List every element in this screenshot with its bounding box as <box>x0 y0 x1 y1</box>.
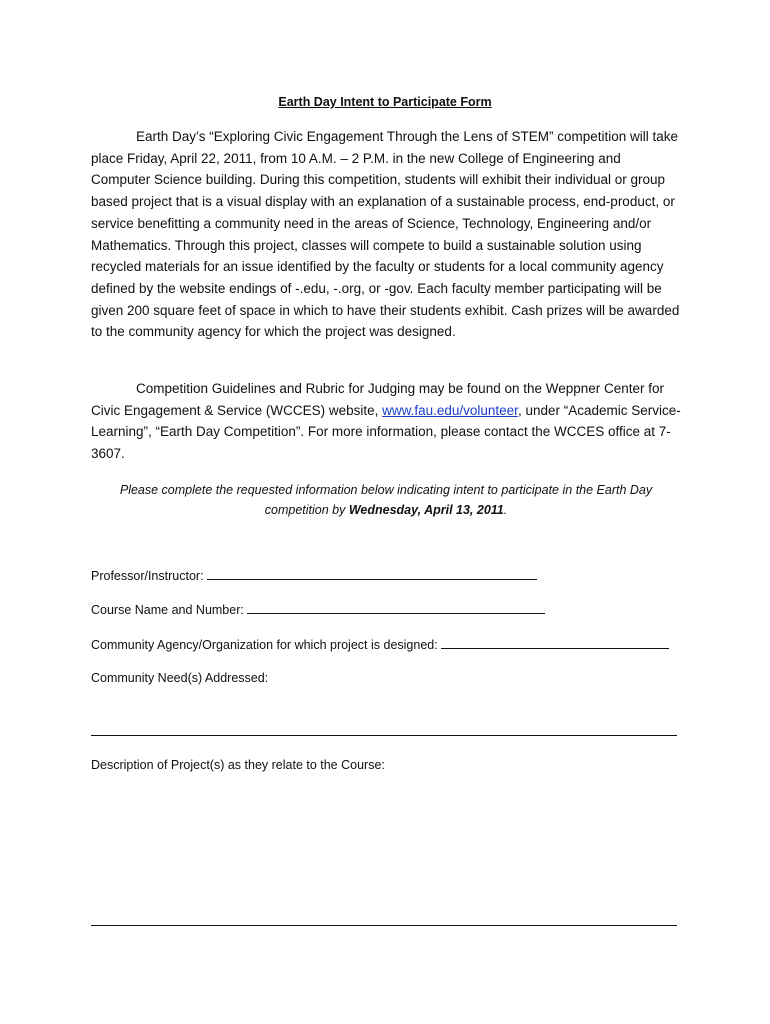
deadline-note <box>91 480 681 520</box>
intro-paragraph <box>91 126 681 343</box>
guidelines-paragraph <box>91 378 681 465</box>
deadline-note-text: Please complete the requested information below indicating intent to participate in the Earth Day competition by <box>119 483 653 517</box>
agency-field <box>91 635 669 653</box>
intro-text: Earth Day’s “Exploring Civic Engagement Through the Lens of STEM” competition will take place Friday, April 22, 2011, from 10 A.M. – 2 P.M. in the new College of Engineering and Computer Science building. During this competition, students will exhibit their individual or group based project that is a visual display with an explanation of a sustainable process, end-product, or service benefitting a community need in the areas of Science, Technology, Engineering and/or Mathematics. Through this project, classes will compete to build a sustainable solution using recycled materials for an issue identified by the faculty or students for a local community agency defined by the website endings of -.edu, -.org, or -gov. Each faculty member participating will be given 200 square feet of space in which to have their students exhibit. Cash prizes will be awarded to the community agency for which the project was designed. <box>91 129 680 340</box>
form-title: Earth Day Intent to Participate Form <box>278 95 492 109</box>
guidelines-text-end: , under “Academic Service-Learning”, “Earth Day Competition”. For more information, please contact the WCCES office at 7-3607. <box>91 402 681 462</box>
agency-label: Community Agency/Organization for which project is designed: <box>91 638 438 652</box>
course-field <box>91 600 545 618</box>
needs-field <box>91 670 268 686</box>
description-field <box>91 757 385 773</box>
volunteer-link[interactable]: www.fau.edu/volunteer <box>382 402 518 418</box>
description-label: Description of Project(s) as they relate to the Course: <box>91 758 385 772</box>
professor-label: Professor/Instructor: <box>91 569 204 583</box>
professor-field <box>91 566 537 584</box>
description-input-line[interactable] <box>91 925 677 926</box>
deadline-note-end: . <box>503 503 508 517</box>
course-input[interactable] <box>247 600 545 614</box>
needs-label: Community Need(s) Addressed: <box>91 671 269 685</box>
deadline-date: Wednesday, April 13, 2011 <box>348 503 504 517</box>
guidelines-text-start: Competition Guidelines and Rubric for Judging may be found on the Weppner Center for Civic Engagement & Service (WCCES) website, <box>91 381 665 418</box>
agency-input[interactable] <box>441 635 669 649</box>
course-label: Course Name and Number: <box>91 603 244 617</box>
professor-input[interactable] <box>207 566 537 580</box>
needs-input-line[interactable] <box>91 735 677 736</box>
